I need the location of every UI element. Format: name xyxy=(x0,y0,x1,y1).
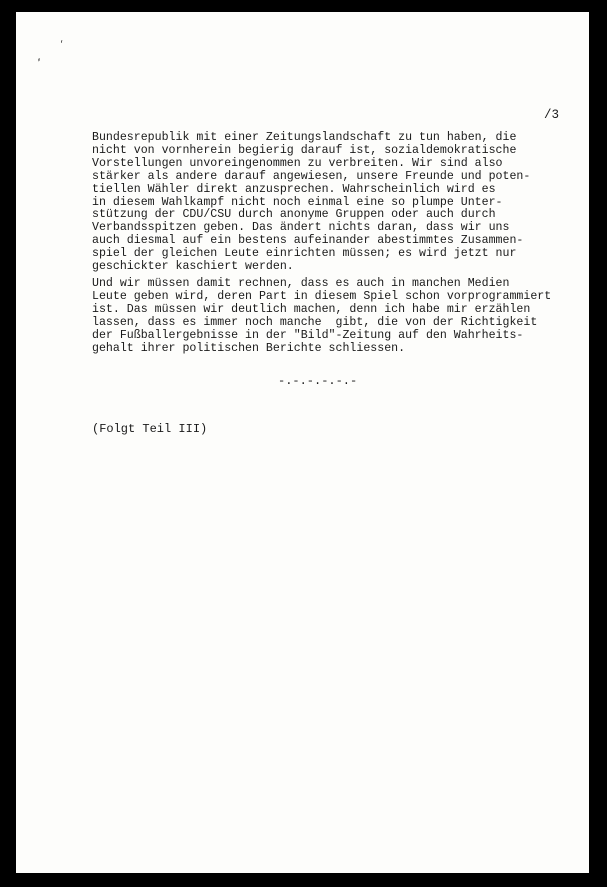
continuation-note: (Folgt Teil III) xyxy=(92,422,208,436)
document-page xyxy=(16,12,589,873)
section-separator: -.-.-.-.-.- xyxy=(278,374,358,388)
paragraph-2: Und wir müssen damit rechnen, dass es auch in manchen Medien Leute geben wird, deren Part in diesem Spiel schon vorprogrammiert ist. Das müssen wir deutlich machen, denn ich habe mir erzählen lassen, dass es immer noch manche gibt, die von der Richtigkeit der Fußballergebnisse in der "Bild"-Zeitung auf den Wahrheits- gehalt ihrer politischen Berichte schliessen. xyxy=(92,277,552,355)
pen-mark: ´ xyxy=(34,56,49,71)
page-number: /3 xyxy=(544,108,560,122)
pen-mark: ´ xyxy=(57,38,70,53)
paragraph-1: Bundesrepublik mit einer Zeitungslandschaft zu tun haben, die nicht von vornherein begierig darauf ist, sozialdemokratische Vorstellungen unvoreingenommen zu verbreiten. Wir sind also stärker als andere darauf angewiesen, unsere Freunde und poten- tiellen Wähler direkt anzusprechen. Wahrscheinlich wird es in diesem Wahlkampf nicht noch einmal eine so plumpe Unter- stützung der CDU/CSU durch anonyme Gruppen oder auch durch Verbandsspitzen geben. Das ändert nichts daran, dass wir uns auch diesmal auf ein bestens aufeinander abestimmtes Zusammen- spiel der gleichen Leute einrichten müssen; es wird jetzt nur geschickter kaschiert werden. xyxy=(92,131,531,274)
